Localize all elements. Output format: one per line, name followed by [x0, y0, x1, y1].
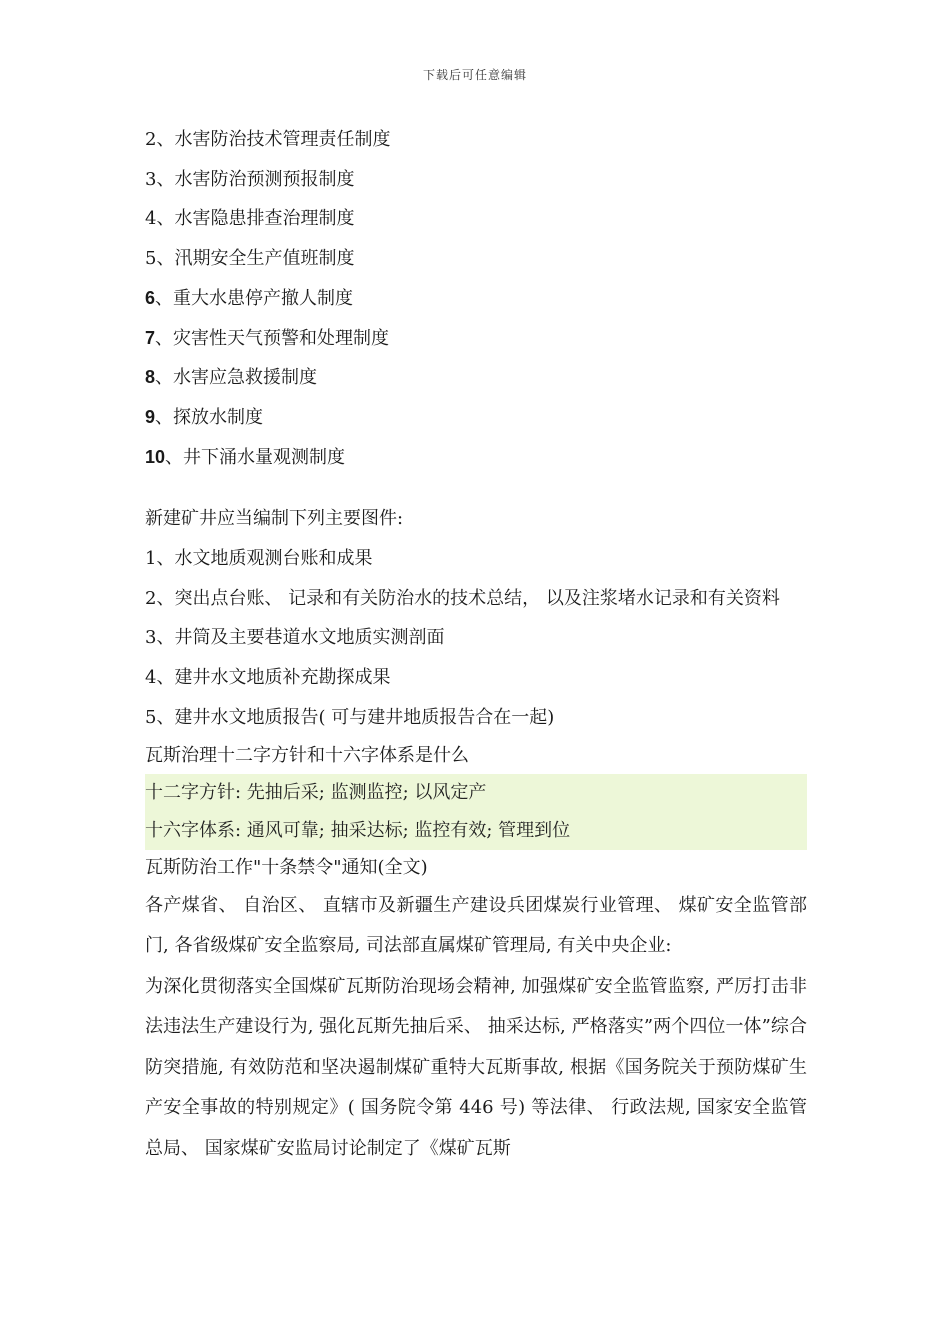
- system-list: [145, 120, 807, 477]
- gas-answer-highlight: [145, 774, 807, 850]
- drawings-intro: 新建矿井应当编制下列主要图件:: [145, 508, 404, 530]
- list-number: 6: [145, 287, 156, 308]
- list-item: 2、水害防治技术管理责任制度: [145, 129, 391, 150]
- gas-question: 瓦斯治理十二字方针和十六字体系是什么: [145, 744, 469, 766]
- list-item: 4、建井水文地质补充勘探成果: [145, 667, 391, 689]
- list-item: 6、重大水患停产撤人制度: [145, 287, 354, 309]
- list-item: 3、井筒及主要巷道水文地质实测剖面: [145, 627, 445, 649]
- notice-title: 瓦斯防治工作"十条禁令"通知(全文): [145, 856, 428, 878]
- answer-twelve-char: 十二字方针: 先抽后采; 监测监控; 以风定产: [145, 774, 807, 812]
- list-item: 3、水害防治预测预报制度: [145, 168, 355, 190]
- list-item: 7、灾害性天气预警和处理制度: [145, 327, 390, 349]
- list-item: 2、突出点台账、 记录和有关防治水的技术总结， 以及注浆堵水记录和有关资料: [145, 587, 780, 609]
- list-item: 9、探放水制度: [145, 406, 264, 428]
- list-number: 7: [145, 327, 156, 348]
- list-number: 10: [145, 446, 166, 467]
- gas-section: [145, 738, 807, 1170]
- drawings-section: [145, 499, 807, 737]
- list-item: 10、井下涌水量观测制度: [145, 446, 346, 468]
- notice-address: 各产煤省、 自治区、 直辖市及新疆生产建设兵团煤炭行业管理、 煤矿安全监管部门, 各省级煤矿安全监察局, 司法部直属煤矿管理局, 有关中央企业:: [145, 894, 807, 957]
- answer-sixteen-char: 十六字体系: 通风可靠; 抽采达标; 监控有效; 管理到位: [145, 812, 807, 850]
- list-number: 9: [145, 406, 156, 427]
- list-item: 5、建井水文地质报告( 可与建井地质报告合在一起): [145, 706, 555, 728]
- notice-body: 为深化贯彻落实全国煤矿瓦斯防治现场会精神, 加强煤矿安全监管监察, 严厉打击非法违法生产建设行为, 强化瓦斯先抽后采、 抽采达标, 严格落实”两个四位一体”综合防突措施, 有效防范和坚决遏制煤矿重特大瓦斯事故, 根据《国务院关于预防煤矿生产安全事故的特别规定》( 国务院令第 446 号) 等法律、 行政法规, 国家安全监管总局、 国家煤矿安监局讨论制定了《煤矿瓦斯: [145, 975, 807, 1159]
- list-item: 5、汛期安全生产值班制度: [145, 248, 355, 270]
- list-item: 1、水文地质观测台账和成果: [145, 548, 373, 570]
- page-header: 下载后可任意编辑: [422, 68, 527, 82]
- list-item: 8、水害应急救援制度: [145, 367, 318, 389]
- document-body: [145, 120, 807, 1169]
- list-number: 8: [145, 367, 156, 388]
- list-item: 4、水害隐患排查治理制度: [145, 208, 355, 230]
